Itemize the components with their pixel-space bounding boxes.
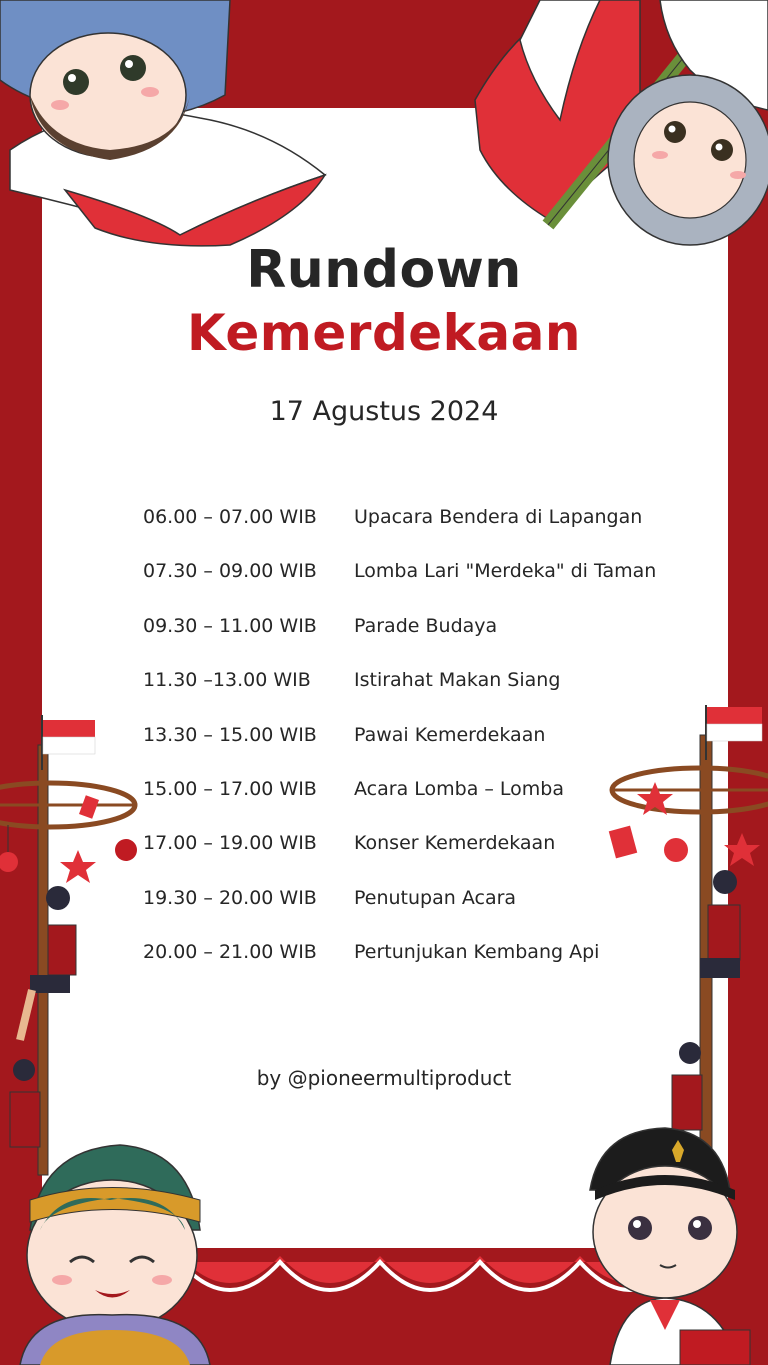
top-left-character-illustration	[0, 0, 325, 246]
title-line-2: Kemerdekaan	[187, 304, 581, 362]
schedule-event: Lomba Lari "Merdeka" di Taman	[354, 560, 657, 583]
schedule-time: 06.00 – 07.00 WIB	[143, 506, 317, 528]
schedule-row	[143, 935, 703, 989]
schedule-time: 11.30 –13.00 WIB	[143, 669, 311, 692]
schedule-time: 17.00 – 19.00 WIB	[143, 832, 317, 855]
bottom-left-character-illustration	[20, 1145, 210, 1365]
event-date: 17 Agustus 2024	[269, 396, 499, 427]
schedule-time: 09.30 – 11.00 WIB	[143, 614, 317, 637]
schedule-row	[143, 826, 703, 880]
schedule-row	[143, 663, 703, 717]
schedule-time: 13.30 – 15.00 WIB	[143, 723, 317, 746]
schedule-row	[143, 718, 703, 772]
top-right-character-illustration	[475, 0, 768, 245]
schedule-row	[143, 554, 703, 608]
bottom-bunting-icon	[120, 1248, 680, 1290]
schedule-time: 19.30 – 20.00 WIB	[143, 886, 317, 909]
schedule-event: Upacara Bendera di Lapangan	[354, 506, 643, 528]
schedule-event: Konser Kemerdekaan	[354, 832, 556, 855]
schedule-time: 15.00 – 17.00 WIB	[143, 777, 317, 800]
schedule-event: Pertunjukan Kembang Api	[354, 941, 600, 964]
schedule-event: Pawai Kemerdekaan	[354, 723, 546, 746]
title-line-1: Rundown	[246, 240, 522, 300]
schedule-event: Penutupan Acara	[354, 886, 517, 909]
bottom-right-character-illustration	[590, 1128, 750, 1365]
left-climbing-pole-icon	[0, 715, 137, 1175]
schedule-event: Parade Budaya	[354, 614, 498, 637]
schedule-event: Istirahat Makan Siang	[354, 669, 561, 692]
schedule-list	[143, 500, 703, 990]
schedule-row	[143, 609, 703, 663]
schedule-row	[143, 881, 703, 935]
schedule-time: 20.00 – 21.00 WIB	[143, 941, 317, 964]
schedule-time: 07.30 – 09.00 WIB	[143, 560, 317, 583]
credit-text: by @pioneermultiproduct	[256, 1066, 512, 1090]
schedule-event: Acara Lomba – Lomba	[354, 777, 565, 800]
schedule-row	[143, 772, 703, 826]
schedule-row	[143, 500, 703, 554]
